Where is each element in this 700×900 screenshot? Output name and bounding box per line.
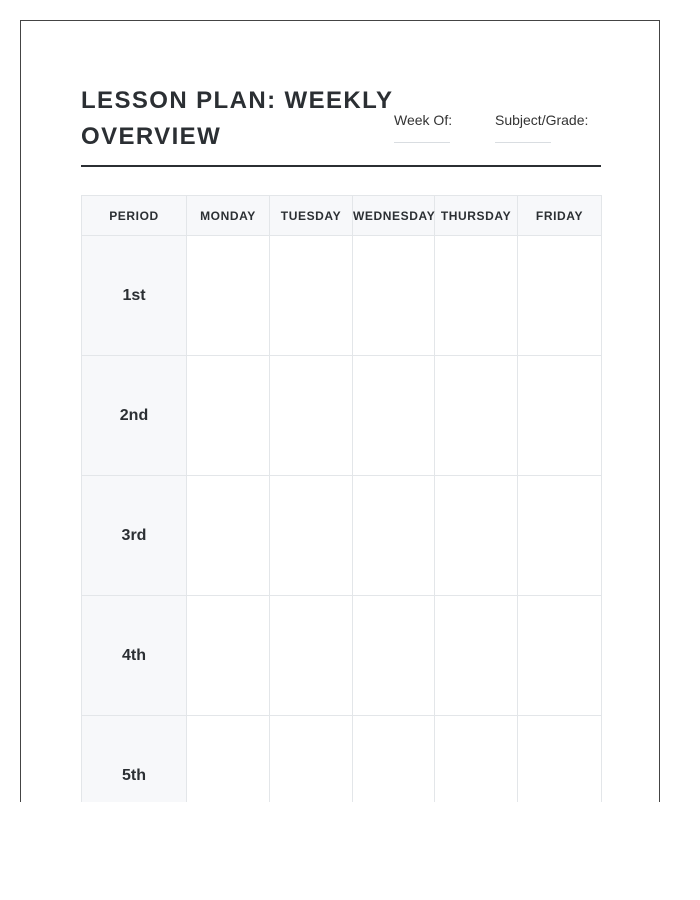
lesson-cell-tuesday[interactable] — [270, 596, 353, 716]
week-of-label: Week Of: — [394, 112, 453, 128]
week-of-field — [394, 112, 452, 143]
lesson-cell-tuesday[interactable] — [270, 236, 353, 356]
lesson-cell-thursday[interactable] — [435, 596, 518, 716]
lesson-cell-tuesday[interactable] — [270, 716, 353, 803]
column-header-period: PERIOD — [82, 196, 187, 236]
subject-grade-input-line[interactable] — [495, 142, 551, 143]
lesson-cell-monday[interactable] — [187, 356, 270, 476]
lesson-cell-wednesday[interactable] — [353, 356, 435, 476]
table-header-row — [82, 196, 602, 236]
period-label: 3rd — [82, 476, 187, 596]
lesson-cell-monday[interactable] — [187, 476, 270, 596]
lesson-cell-wednesday[interactable] — [353, 236, 435, 356]
lesson-cell-thursday[interactable] — [435, 476, 518, 596]
lesson-cell-wednesday[interactable] — [353, 716, 435, 803]
lesson-cell-friday[interactable] — [518, 596, 602, 716]
column-header-wednesday: WEDNESDAY — [353, 196, 435, 236]
lesson-cell-wednesday[interactable] — [353, 476, 435, 596]
subject-grade-field — [495, 112, 588, 143]
lesson-cell-friday[interactable] — [518, 236, 602, 356]
table-row — [82, 716, 602, 803]
column-header-friday: FRIDAY — [518, 196, 602, 236]
period-label: 1st — [82, 236, 187, 356]
table-row — [82, 356, 602, 476]
lesson-cell-monday[interactable] — [187, 716, 270, 803]
subject-grade-label: Subject/Grade: — [495, 112, 589, 128]
lesson-plan-page — [20, 20, 660, 802]
lesson-cell-thursday[interactable] — [435, 236, 518, 356]
table-row — [82, 476, 602, 596]
lesson-cell-tuesday[interactable] — [270, 476, 353, 596]
period-label: 4th — [82, 596, 187, 716]
page-title: LESSON PLAN: WEEKLY OVERVIEW — [81, 87, 393, 150]
weekly-schedule-table — [81, 195, 602, 802]
document-header — [81, 83, 601, 167]
period-label: 5th — [82, 716, 187, 803]
column-header-thursday: THURSDAY — [435, 196, 518, 236]
lesson-cell-friday[interactable] — [518, 716, 602, 803]
week-of-input-line[interactable] — [394, 142, 450, 143]
table-row — [82, 236, 602, 356]
lesson-cell-friday[interactable] — [518, 356, 602, 476]
lesson-cell-monday[interactable] — [187, 596, 270, 716]
column-header-tuesday: TUESDAY — [270, 196, 353, 236]
lesson-cell-tuesday[interactable] — [270, 356, 353, 476]
column-header-monday: MONDAY — [187, 196, 270, 236]
lesson-cell-monday[interactable] — [187, 236, 270, 356]
lesson-cell-wednesday[interactable] — [353, 596, 435, 716]
period-label: 2nd — [82, 356, 187, 476]
lesson-cell-thursday[interactable] — [435, 716, 518, 803]
lesson-cell-thursday[interactable] — [435, 356, 518, 476]
lesson-cell-friday[interactable] — [518, 476, 602, 596]
table-row — [82, 596, 602, 716]
